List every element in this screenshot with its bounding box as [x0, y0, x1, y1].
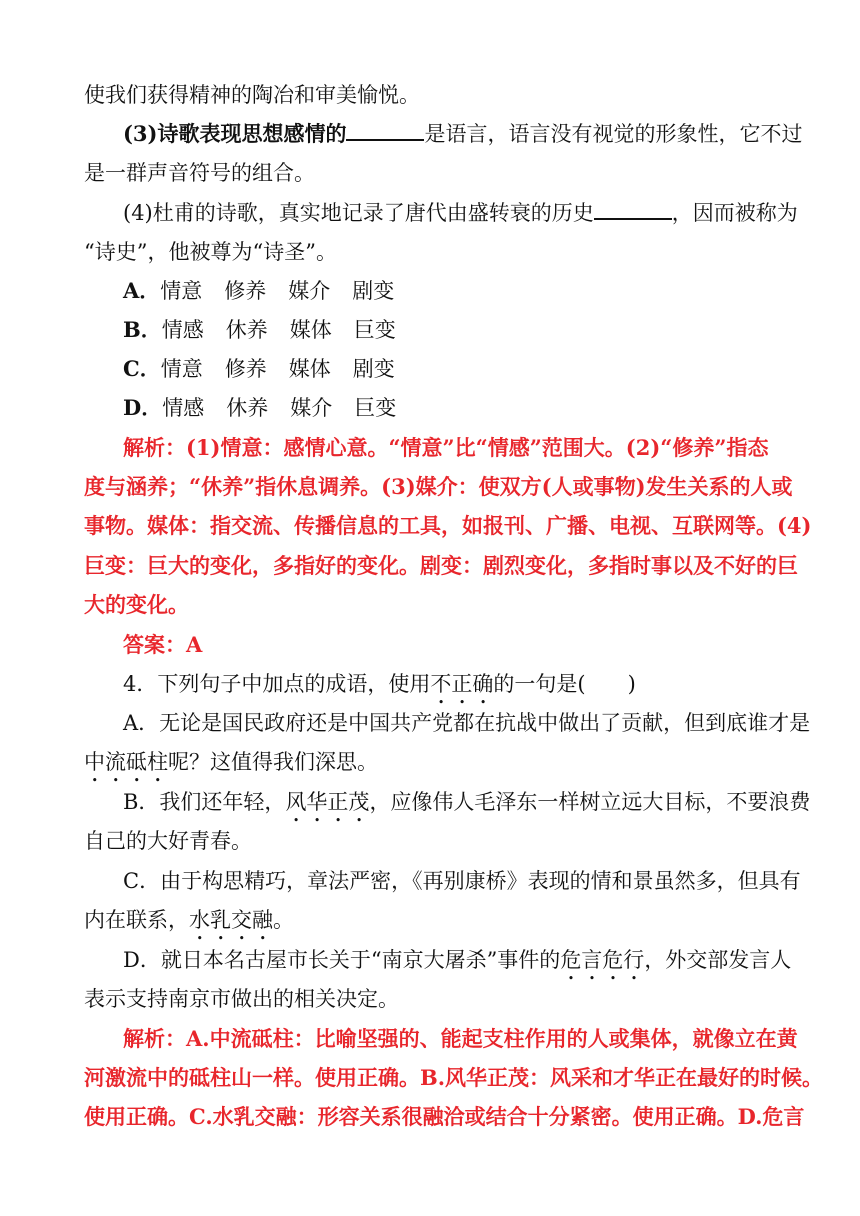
analysis-line: 解析：(1)情意：感情心意。“情意”比“情感”范围大。(2)“修养”指态: [123, 435, 769, 460]
answer-line: 答案：A: [123, 632, 203, 657]
analysis-line: 巨变：巨大的变化，多指好的变化。剧变：剧烈变化，多指时事以及不好的巨: [84, 553, 798, 578]
analysis-line: 大的变化。: [84, 592, 189, 617]
text-line: (4)杜甫的诗歌，真实地记录了唐代由盛转衰的历史 ，因而被称为: [123, 194, 783, 232]
option-a: A．情意 修养 媒介 剧变: [123, 278, 395, 303]
text-line: “诗史”，他被尊为“诗圣”。: [84, 240, 337, 264]
analysis-line: 使用正确。C.水乳交融：形容关系很融洽或结合十分紧密。使用正确。D.危言: [84, 1104, 805, 1129]
analysis-line: 度与涵养；“休养”指休息调养。(3)媒介：使双方(人或事物)发生关系的人或: [84, 474, 793, 499]
analysis-line: 河激流中的砥柱山一样。使用正确。B.风华正茂：风采和才华正在最好的时候。: [84, 1065, 824, 1090]
text-line: 是一群声音符号的组合。: [84, 161, 315, 185]
fill-blank: [594, 194, 672, 220]
analysis-line: 解析：A.中流砥柱：比喻坚强的、能起支柱作用的人或集体，就像立在黄: [123, 1026, 798, 1051]
text-line: 中流砥柱呢？这值得我们深思。: [84, 750, 378, 774]
option-d: D．情感 休养 媒介 巨变: [123, 395, 397, 420]
option-b: B．情感 休养 媒体 巨变: [123, 317, 396, 342]
text-line: 自己的大好青春。: [84, 829, 252, 853]
option-b: B．我们还年轻，风华正茂，应像伟人毛泽东一样树立远大目标，不要浪费: [123, 790, 811, 814]
option-c: C．由于构思精巧，章法严密，《再别康桥》表现的情和景虽然多，但具有: [123, 869, 801, 893]
option-a: A．无论是国民政府还是中国共产党都在抗战中做出了贡献，但到底谁才是: [123, 711, 811, 735]
text-line: (3)诗歌表现思想感情的 是语言，语言没有视觉的形象性，它不过: [123, 115, 783, 153]
option-d: D．就日本名古屋市长关于“南京大屠杀”事件的危言危行，外交部发言人: [123, 948, 792, 972]
text-line: 表示支持南京市做出的相关决定。: [84, 987, 399, 1011]
text-line: 使我们获得精神的陶冶和审美愉悦。: [84, 83, 420, 107]
option-c: C．情意 修养 媒体 剧变: [123, 356, 395, 381]
analysis-line: 事物。媒体：指交流、传播信息的工具，如报刊、广播、电视、互联网等。(4): [84, 513, 812, 538]
question-stem: 4．下列句子中加点的成语，使用不正确的一句是( ): [123, 672, 636, 696]
fill-blank: [346, 115, 424, 141]
text-line: 内在联系，水乳交融。: [84, 908, 294, 932]
